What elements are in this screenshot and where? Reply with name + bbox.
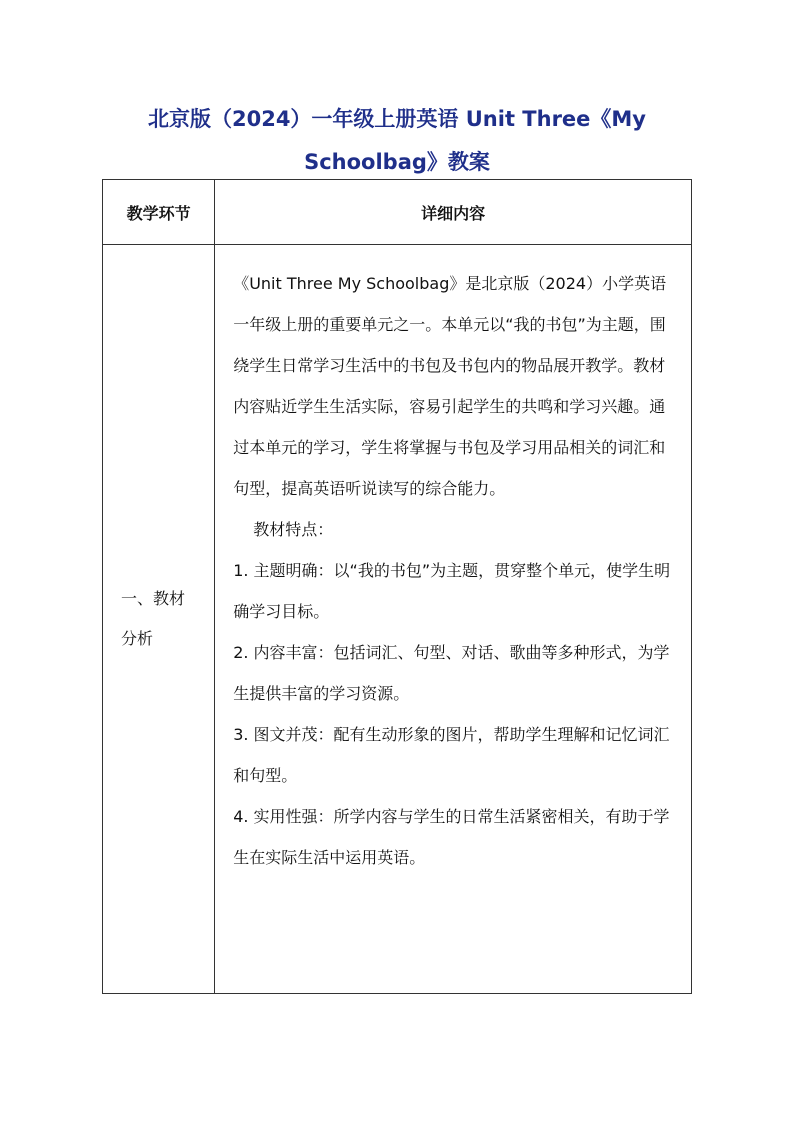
table-header-row (103, 180, 692, 245)
stage-cell: 一、教材分析 (103, 245, 215, 994)
header-detailed-content: 详细内容 (215, 180, 692, 245)
feature-item-1: 1. 主题明确：以“我的书包”为主题，贯穿整个单元，使学生明确学习目标。 (233, 561, 671, 621)
header-teaching-stage: 教学环节 (103, 180, 215, 245)
feature-item-3: 3. 图文并茂：配有生动形象的图片，帮助学生理解和记忆词汇和句型。 (233, 725, 670, 785)
feature-item-2: 2. 内容丰富：包括词汇、句型、对话、歌曲等多种形式，为学生提供丰富的学习资源。 (233, 643, 670, 703)
feature-item-4: 4. 实用性强：所学内容与学生的日常生活紧密相关，有助于学生在实际生活中运用英语。 (233, 807, 670, 867)
detail-cell (215, 245, 692, 994)
table-row (103, 245, 692, 994)
lesson-plan-table (102, 179, 692, 994)
features-label: 教材特点： (253, 520, 334, 539)
intro-paragraph: 《Unit Three My Schoolbag》是北京版（2024）小学英语一年级上册的重要单元之一。本单元以“我的书包”为主题，围绕学生日常学习生活中的书包及书包内的物品展开教学。教材内容贴近学生生活实际，容易引起学生的共鸣和学习兴趣。通过本单元的学习，学生将掌握与书包及学习用品相关的词汇和句型，提高英语听说读写的综合能力。 (233, 274, 667, 498)
document-title: 北京版（2024）一年级上册英语 Unit Three《My Schoolbag》教案 (147, 107, 646, 174)
